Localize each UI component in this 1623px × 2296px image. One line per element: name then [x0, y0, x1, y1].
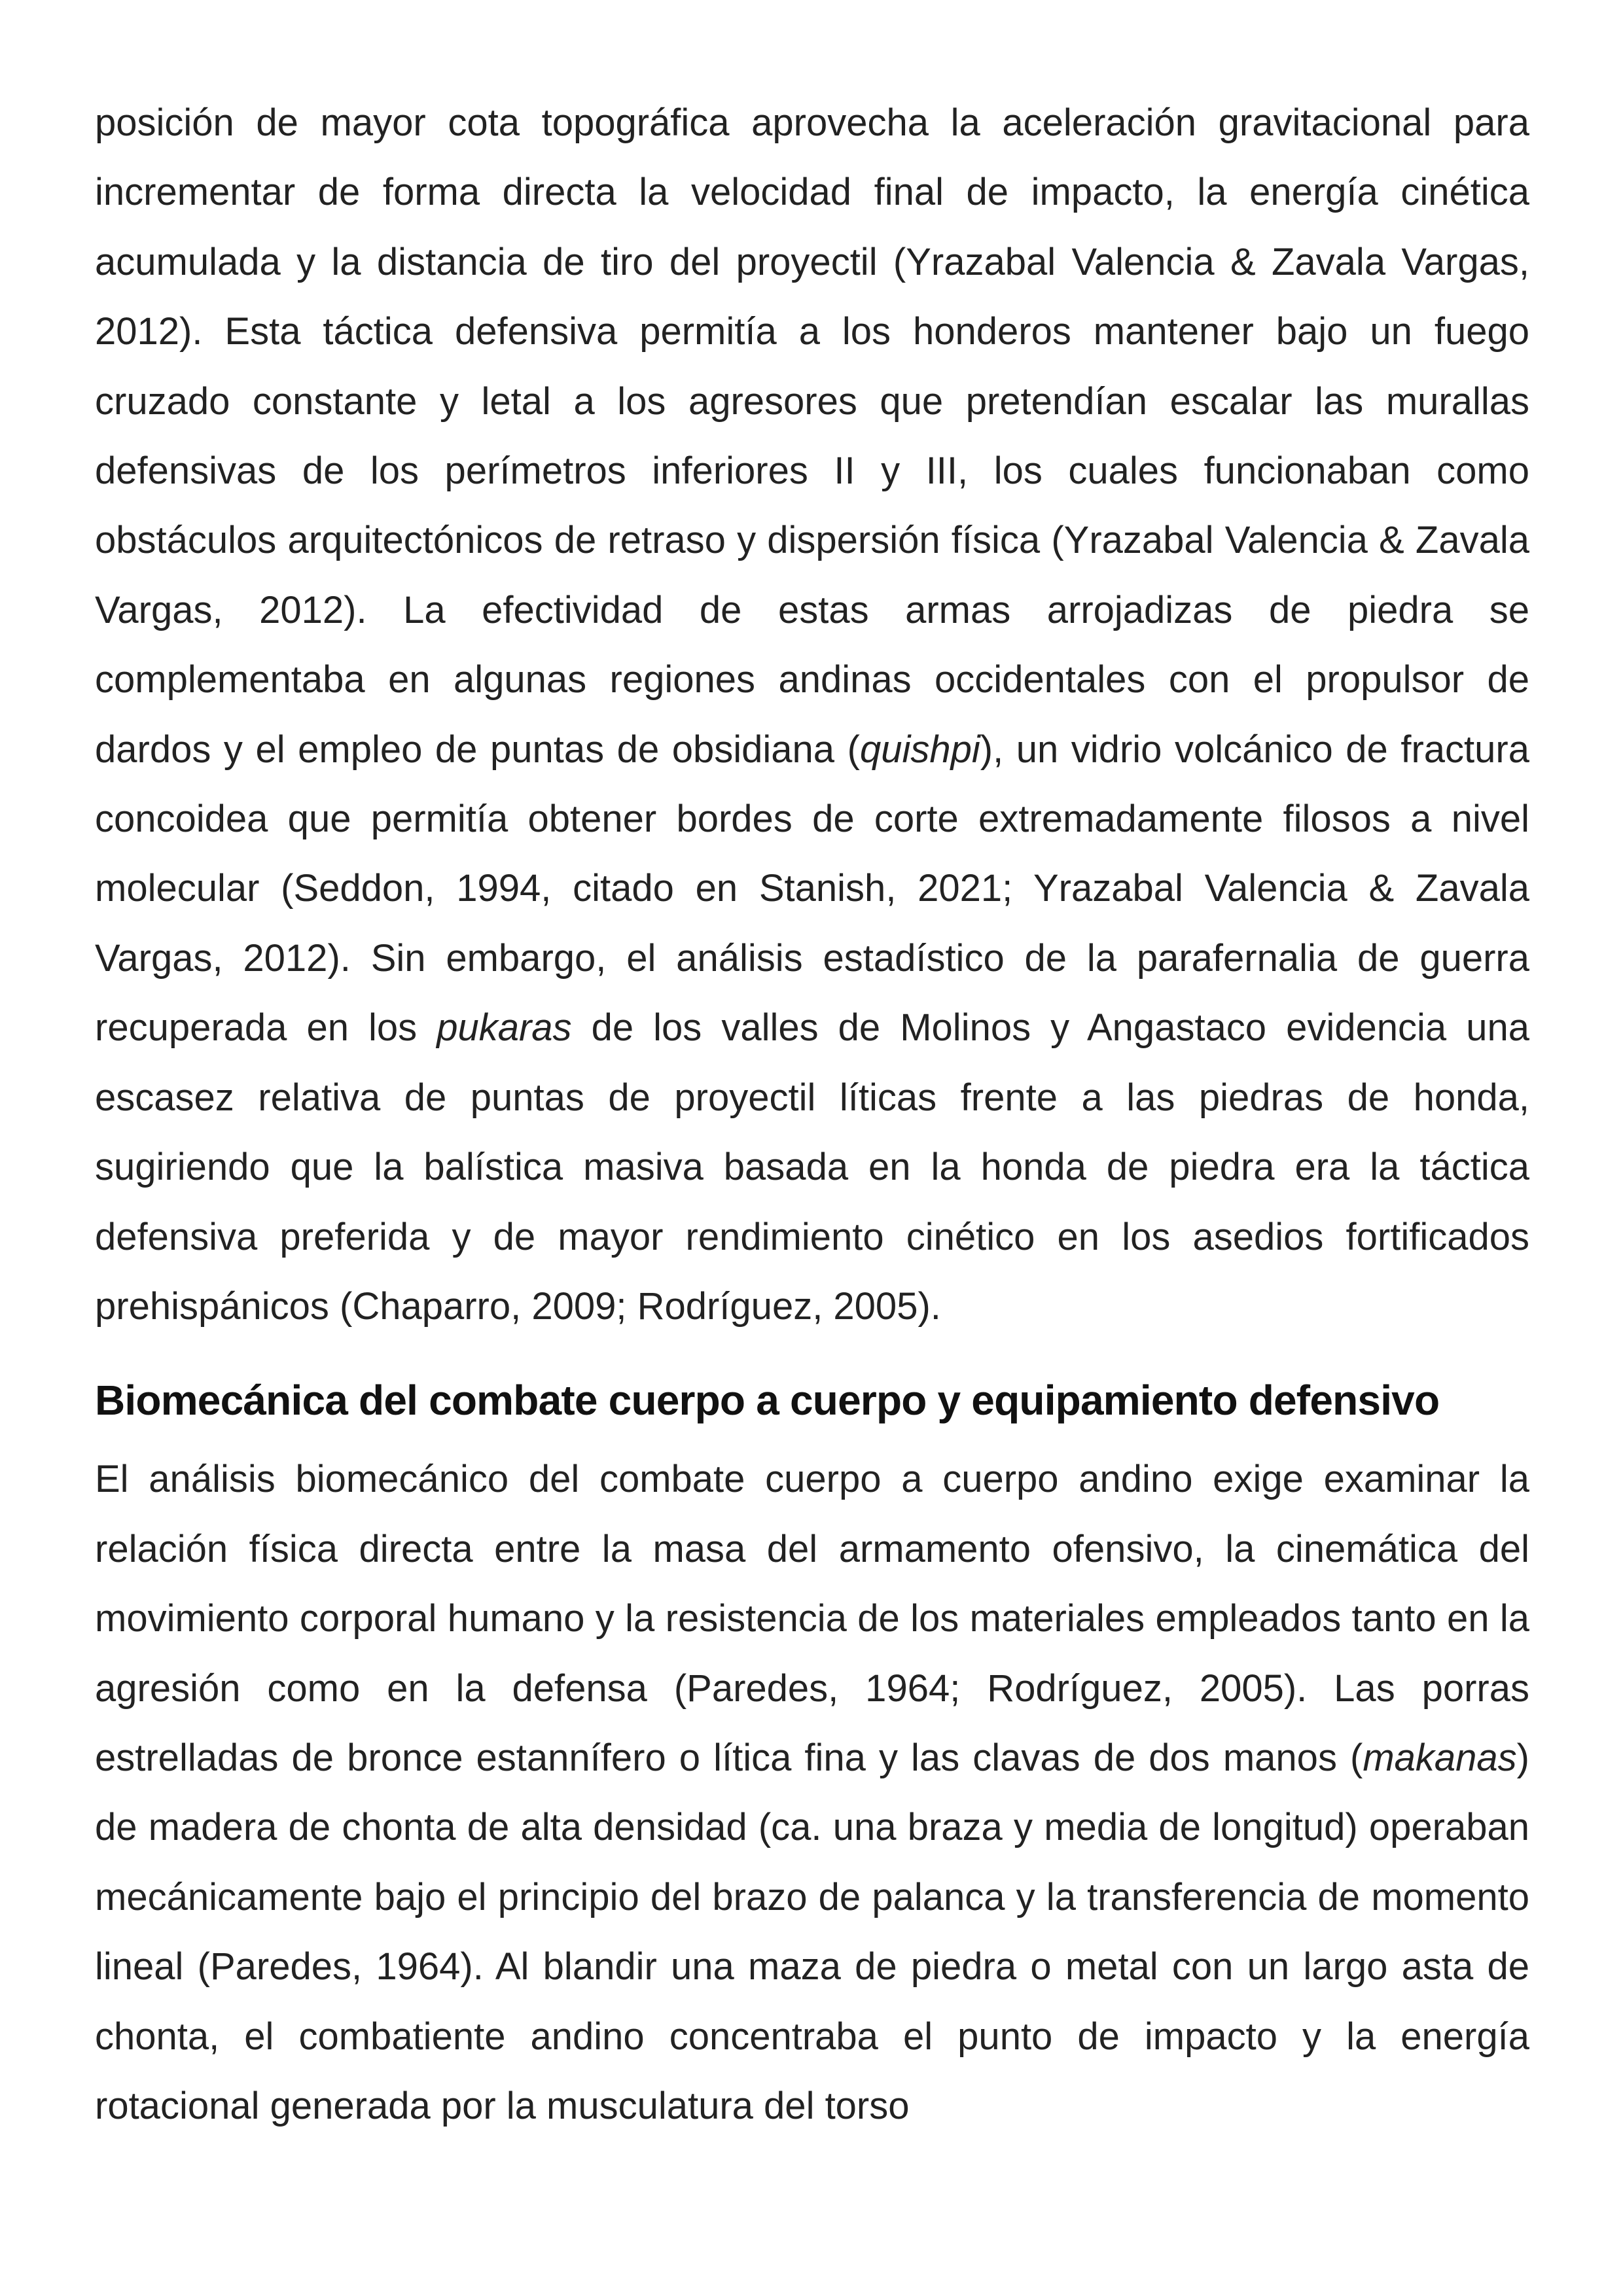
document-page [95, 88, 1529, 2141]
paragraph-text: de los valles de Molinos y Angastaco evidencia una escasez relativa de puntas de proyectil líticas frente a las piedras de honda, sugiriendo que la balística masiva basada en la honda de piedra era la táctica defensiva preferida y de mayor rendimiento cinético en los asedios fortificados prehispánicos (Chaparro, 2009; Rodríguez, 2005). [95, 1006, 1529, 1328]
italic-term-quishpi: quishpi [859, 728, 980, 771]
paragraph-projectile-weapons [95, 88, 1529, 1341]
paragraph-text: ) de madera de chonta de alta densidad (ca. una braza y media de longitud) operaban mecánicamente bajo el principio del brazo de palanca y la transferencia de momento lineal (Paredes, 1964). Al blandir una maza de piedra o metal con un largo asta de chonta, el combatiente andino concentraba el punto de impacto y la energía rotacional generada por la musculatura del torso [95, 1736, 1529, 2127]
paragraph-text: posición de mayor cota topográfica aprovecha la aceleración gravitacional para incrementar de forma directa la velocidad final de impacto, la energía cinética acumulada y la distancia de tiro del proyectil (Yrazabal Valencia & Zavala Vargas, 2012). Esta táctica defensiva permitía a los honderos mantener bajo un fuego cruzado constante y letal a los agresores que pretendían escalar las murallas defensivas de los perímetros inferiores II y III, los cuales funcionaban como obstáculos arquitectónicos de retraso y dispersión física (Yrazabal Valencia & Zavala Vargas, 2012). La efectividad de estas armas arrojadizas de piedra se complementaba en algunas regiones andinas occidentales con el propulsor de dardos y el empleo de puntas de obsidiana ( [95, 101, 1529, 771]
paragraph-text: El análisis biomecánico del combate cuerpo a cuerpo andino exige examinar la relación física directa entre la masa del armamento ofensivo, la cinemática del movimiento corporal humano y la resistencia de los materiales empleados tanto en la agresión como en la defensa (Paredes, 1964; Rodríguez, 2005). Las porras estrelladas de bronce estannífero o lítica fina y las clavas de dos manos ( [95, 1458, 1529, 1779]
paragraph-text: ), un vidrio volcánico de fractura concoidea que permitía obtener bordes de corte extremadamente filosos a nivel molecular (Seddon, 1994, citado en Stanish, 2021; Yrazabal Valencia & Zavala Vargas, 2012). Sin embargo, el análisis estadístico de la parafernalia de guerra recuperada en los [95, 728, 1529, 1050]
section-heading: Biomecánica del combate cuerpo a cuerpo y equipamiento defensivo [95, 1377, 1440, 1424]
italic-term-pukaras: pukaras [437, 1006, 572, 1050]
italic-term-makanas: makanas [1363, 1736, 1517, 1779]
paragraph-melee-biomechanics [95, 1445, 1529, 2141]
